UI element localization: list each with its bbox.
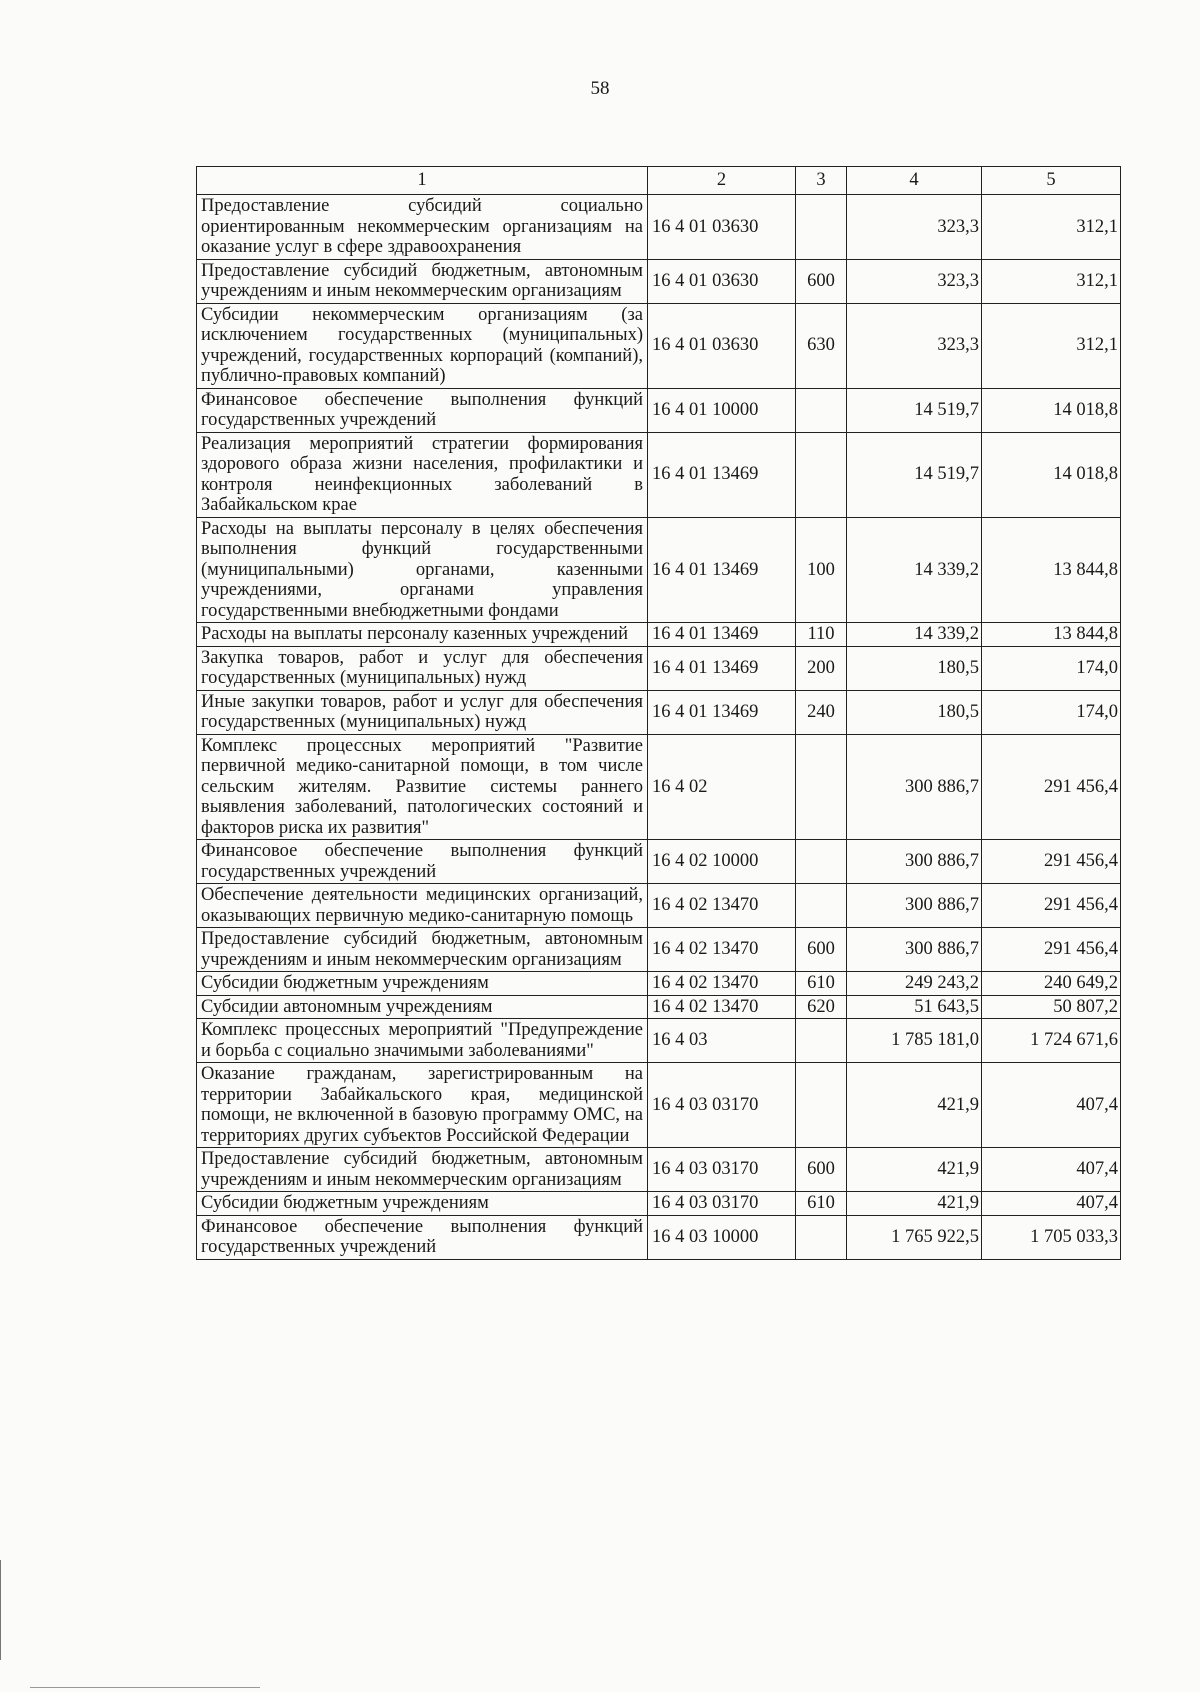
- scan-edge-mark: [30, 1687, 260, 1689]
- row-expense-type-cell: 200: [796, 646, 847, 690]
- row-name-cell: Финансовое обеспечение выполнения функций государственных учреждений: [197, 1215, 648, 1259]
- row-code-cell: 16 4 02 13470: [648, 884, 796, 928]
- row-value-1-cell: 51 643,5: [847, 995, 982, 1019]
- row-code-cell: 16 4 02: [648, 734, 796, 840]
- row-expense-type-cell: [796, 884, 847, 928]
- row-name-cell: Субсидии некоммерческим организациям (за исключением государственных (муниципальных) учреждений, государственных корпораций (компаний), публично-правовых компаний): [197, 303, 648, 388]
- row-value-2-cell: 291 456,4: [982, 928, 1121, 972]
- row-value-2-cell: 50 807,2: [982, 995, 1121, 1019]
- row-expense-type-cell: 630: [796, 303, 847, 388]
- row-name-cell: Расходы на выплаты персоналу казенных учреждений: [197, 623, 648, 647]
- row-expense-type-cell: [796, 1019, 847, 1063]
- row-value-1-cell: 180,5: [847, 690, 982, 734]
- row-expense-type-cell: [796, 432, 847, 517]
- row-expense-type-cell: 100: [796, 517, 847, 623]
- row-value-1-cell: 1 785 181,0: [847, 1019, 982, 1063]
- row-code-cell: 16 4 02 13470: [648, 972, 796, 996]
- row-code-cell: 16 4 01 13469: [648, 623, 796, 647]
- row-name-cell: Предоставление субсидий бюджетным, автономным учреждениям и иным некоммерческим организациям: [197, 928, 648, 972]
- row-expense-type-cell: 620: [796, 995, 847, 1019]
- row-value-1-cell: 14 519,7: [847, 432, 982, 517]
- row-expense-type-cell: 610: [796, 1192, 847, 1216]
- row-name-cell: Обеспечение деятельности медицинских организаций, оказывающих первичную медико-санитарную помощь: [197, 884, 648, 928]
- table-header-row: [197, 167, 1121, 195]
- table-row: [197, 259, 1121, 303]
- row-value-1-cell: 421,9: [847, 1063, 982, 1148]
- row-value-1-cell: 323,3: [847, 259, 982, 303]
- row-value-1-cell: 14 339,2: [847, 517, 982, 623]
- table-row: [197, 928, 1121, 972]
- row-code-cell: 16 4 03 10000: [648, 1215, 796, 1259]
- row-value-2-cell: 1 705 033,3: [982, 1215, 1121, 1259]
- row-code-cell: 16 4 02 13470: [648, 995, 796, 1019]
- row-value-2-cell: 174,0: [982, 646, 1121, 690]
- row-name-cell: Финансовое обеспечение выполнения функций государственных учреждений: [197, 388, 648, 432]
- row-code-cell: 16 4 03 03170: [648, 1192, 796, 1216]
- row-value-2-cell: 291 456,4: [982, 884, 1121, 928]
- row-expense-type-cell: 610: [796, 972, 847, 996]
- row-value-2-cell: 291 456,4: [982, 840, 1121, 884]
- table-row: [197, 1063, 1121, 1148]
- table-row: [197, 195, 1121, 260]
- row-value-2-cell: 13 844,8: [982, 623, 1121, 647]
- table-row: [197, 388, 1121, 432]
- row-name-cell: Субсидии автономным учреждениям: [197, 995, 648, 1019]
- row-value-2-cell: 407,4: [982, 1192, 1121, 1216]
- row-code-cell: 16 4 01 10000: [648, 388, 796, 432]
- table-row: [197, 884, 1121, 928]
- row-value-2-cell: 240 649,2: [982, 972, 1121, 996]
- row-value-1-cell: 300 886,7: [847, 840, 982, 884]
- row-name-cell: Предоставление субсидий бюджетным, автономным учреждениям и иным некоммерческим организациям: [197, 1148, 648, 1192]
- table-row: [197, 1192, 1121, 1216]
- row-code-cell: 16 4 02 10000: [648, 840, 796, 884]
- row-value-1-cell: 300 886,7: [847, 734, 982, 840]
- table-row: [197, 840, 1121, 884]
- table-row: [197, 1148, 1121, 1192]
- table-row: [197, 690, 1121, 734]
- row-value-1-cell: 249 243,2: [847, 972, 982, 996]
- row-value-2-cell: 312,1: [982, 259, 1121, 303]
- column-header: 4: [847, 167, 982, 195]
- row-name-cell: Предоставление субсидий бюджетным, автономным учреждениям и иным некоммерческим организациям: [197, 259, 648, 303]
- row-value-2-cell: 13 844,8: [982, 517, 1121, 623]
- row-name-cell: Комплекс процессных мероприятий "Предупреждение и борьба с социально значимыми заболеваниями": [197, 1019, 648, 1063]
- table-row: [197, 432, 1121, 517]
- row-code-cell: 16 4 03: [648, 1019, 796, 1063]
- table-row: [197, 517, 1121, 623]
- row-name-cell: Иные закупки товаров, работ и услуг для обеспечения государственных (муниципальных) нужд: [197, 690, 648, 734]
- row-name-cell: Предоставление субсидий социально ориентированным некоммерческим организациям на оказание услуг в сфере здравоохранения: [197, 195, 648, 260]
- row-name-cell: Финансовое обеспечение выполнения функций государственных учреждений: [197, 840, 648, 884]
- row-expense-type-cell: [796, 734, 847, 840]
- row-value-2-cell: 291 456,4: [982, 734, 1121, 840]
- row-code-cell: 16 4 01 03630: [648, 195, 796, 260]
- row-value-1-cell: 323,3: [847, 303, 982, 388]
- row-value-2-cell: 312,1: [982, 195, 1121, 260]
- table-row: [197, 995, 1121, 1019]
- row-value-1-cell: 180,5: [847, 646, 982, 690]
- table-row: [197, 646, 1121, 690]
- row-name-cell: Расходы на выплаты персоналу в целях обеспечения выполнения функций государственными (муниципальными) органами, казенными учреждениями, органами управления государственными внебюджетными фондами: [197, 517, 648, 623]
- row-value-1-cell: 300 886,7: [847, 928, 982, 972]
- row-name-cell: Реализация мероприятий стратегии формирования здорового образа жизни населения, профилактики и контроля неинфекционных заболеваний в Забайкальском крае: [197, 432, 648, 517]
- row-code-cell: 16 4 02 13470: [648, 928, 796, 972]
- column-header: 5: [982, 167, 1121, 195]
- row-expense-type-cell: [796, 840, 847, 884]
- column-header: 1: [197, 167, 648, 195]
- row-value-2-cell: 1 724 671,6: [982, 1019, 1121, 1063]
- row-value-1-cell: 14 519,7: [847, 388, 982, 432]
- row-code-cell: 16 4 01 13469: [648, 517, 796, 623]
- row-expense-type-cell: 600: [796, 1148, 847, 1192]
- row-value-1-cell: 421,9: [847, 1192, 982, 1216]
- row-name-cell: Комплекс процессных мероприятий "Развитие первичной медико-санитарной помощи, в том числе сельским жителям. Развитие системы раннего выявления заболеваний, патологических состояний и факторов риска их развития": [197, 734, 648, 840]
- row-value-2-cell: 174,0: [982, 690, 1121, 734]
- row-code-cell: 16 4 01 13469: [648, 690, 796, 734]
- row-expense-type-cell: 600: [796, 259, 847, 303]
- row-expense-type-cell: 240: [796, 690, 847, 734]
- row-expense-type-cell: [796, 195, 847, 260]
- row-expense-type-cell: [796, 1215, 847, 1259]
- row-expense-type-cell: 600: [796, 928, 847, 972]
- table-row: [197, 1215, 1121, 1259]
- scan-edge-mark: [0, 1560, 2, 1660]
- row-name-cell: Субсидии бюджетным учреждениям: [197, 1192, 648, 1216]
- row-code-cell: 16 4 01 03630: [648, 259, 796, 303]
- table-row: [197, 1019, 1121, 1063]
- row-expense-type-cell: 110: [796, 623, 847, 647]
- table-row: [197, 623, 1121, 647]
- row-value-1-cell: 300 886,7: [847, 884, 982, 928]
- row-value-1-cell: 323,3: [847, 195, 982, 260]
- row-expense-type-cell: [796, 1063, 847, 1148]
- row-value-1-cell: 14 339,2: [847, 623, 982, 647]
- row-value-2-cell: 312,1: [982, 303, 1121, 388]
- row-code-cell: 16 4 01 03630: [648, 303, 796, 388]
- row-value-2-cell: 407,4: [982, 1148, 1121, 1192]
- table-row: [197, 303, 1121, 388]
- row-value-2-cell: 14 018,8: [982, 388, 1121, 432]
- row-code-cell: 16 4 01 13469: [648, 432, 796, 517]
- row-value-2-cell: 14 018,8: [982, 432, 1121, 517]
- row-expense-type-cell: [796, 388, 847, 432]
- row-name-cell: Оказание гражданам, зарегистрированным на территории Забайкальского края, медицинской помощи, не включенной в базовую программу ОМС, на территориях других субъектов Российской Федерации: [197, 1063, 648, 1148]
- budget-table: [196, 166, 1121, 1260]
- page-number: 58: [590, 78, 610, 99]
- column-header: 3: [796, 167, 847, 195]
- row-code-cell: 16 4 01 13469: [648, 646, 796, 690]
- row-name-cell: Закупка товаров, работ и услуг для обеспечения государственных (муниципальных) нужд: [197, 646, 648, 690]
- row-code-cell: 16 4 03 03170: [648, 1063, 796, 1148]
- column-header: 2: [648, 167, 796, 195]
- row-name-cell: Субсидии бюджетным учреждениям: [197, 972, 648, 996]
- row-value-1-cell: 1 765 922,5: [847, 1215, 982, 1259]
- row-code-cell: 16 4 03 03170: [648, 1148, 796, 1192]
- row-value-2-cell: 407,4: [982, 1063, 1121, 1148]
- table-row: [197, 734, 1121, 840]
- row-value-1-cell: 421,9: [847, 1148, 982, 1192]
- table-row: [197, 972, 1121, 996]
